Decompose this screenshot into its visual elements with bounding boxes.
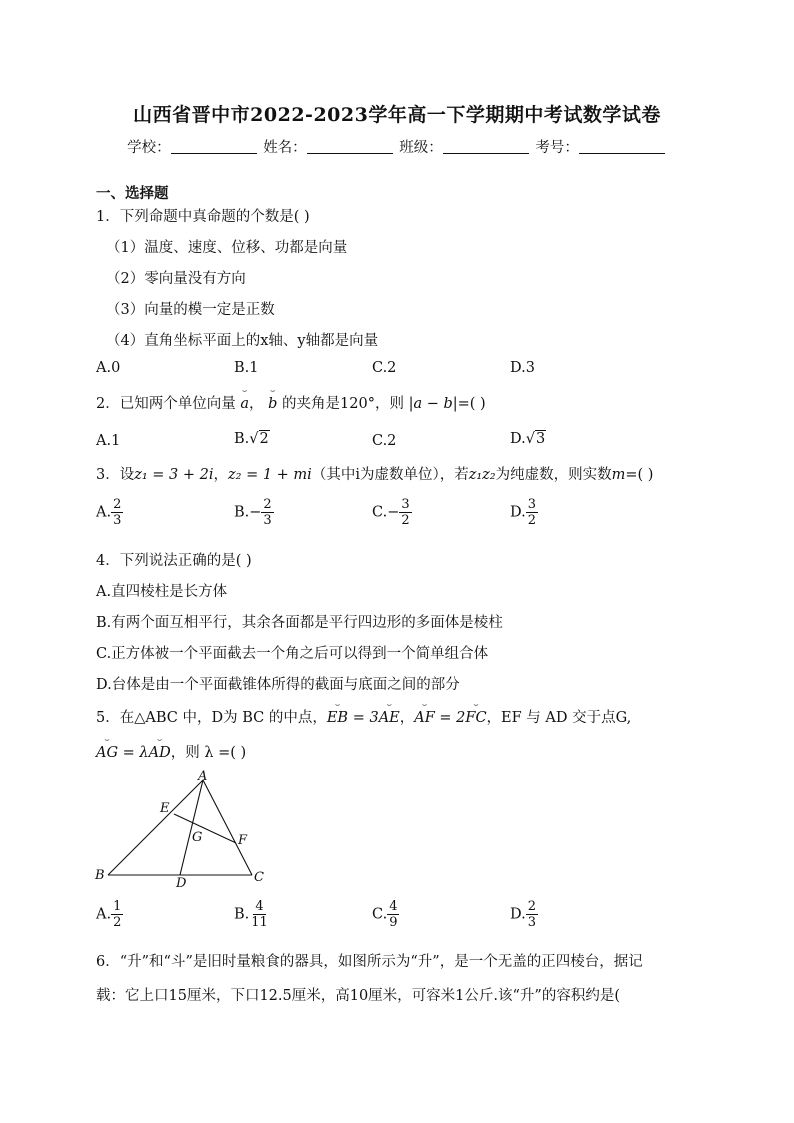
label-b: B — [95, 868, 105, 883]
exam-title: 山西省晋中市2022-2023学年高一下学期期中考试数学试卷 — [133, 104, 661, 126]
q5-stem-line1: 5．在△ABC 中，D为 BC 的中点，⌣ EB = 3⌣ AE，⌣ AF = 2⌣ FC，EF 与 AD 交于点G, — [96, 706, 631, 727]
label-a: A — [198, 769, 208, 784]
sqrt3-radicand: 3 — [535, 431, 546, 447]
q2-option-c[interactable]: C.2 — [372, 433, 397, 449]
norm-a-minus-b: |a − b| — [408, 396, 458, 412]
numerator: 3 — [401, 497, 410, 512]
label-g: G — [192, 830, 203, 845]
q3-stem-part-b: （其中i为虚数单位），若 — [311, 467, 469, 483]
denominator: 2 — [113, 915, 122, 930]
student-info-line — [0, 136, 794, 157]
sqrt-symbol: √2 — [249, 431, 269, 447]
denominator: 2 — [527, 513, 536, 528]
q4-option-d[interactable]: D.台体是由一个平面截锥体所得的截面与底面之间的部分 — [96, 677, 460, 693]
q5-stem-part-a: 5．在△ABC 中，D为 BC 的中点， — [96, 710, 327, 726]
segment-ad — [180, 780, 203, 875]
fraction — [526, 498, 538, 527]
q3-option-a-label: A. — [96, 504, 112, 521]
q5-option-d[interactable] — [510, 900, 538, 929]
z2-expression: z₂ = 1 + mi — [228, 467, 312, 483]
label-c: C — [254, 870, 264, 885]
q5-option-c[interactable] — [372, 900, 399, 929]
q2-stem-part-a: 2．已知两个单位向量 — [96, 396, 236, 412]
q5-option-b[interactable] — [234, 900, 270, 929]
q3-stem: 3．设z₁ = 3 + 2i，z₂ = 1 + mi（其中i为虚数单位），若z₁z₂为纯虚数，则实数m=( ) — [96, 467, 654, 483]
fraction — [526, 900, 538, 929]
side-ac — [203, 780, 252, 875]
q1-option-a[interactable]: A.0 — [96, 360, 121, 376]
q3-option-c-label: C. — [372, 504, 388, 521]
numerator: 2 — [527, 899, 536, 914]
sqrt-symbol: √3 — [525, 431, 546, 447]
numerator: 1 — [113, 899, 122, 914]
q3-option-a[interactable] — [96, 498, 123, 527]
denominator: 3 — [113, 513, 122, 528]
q2-option-a[interactable]: A.1 — [96, 433, 121, 449]
fraction — [399, 498, 411, 527]
label-e: E — [160, 801, 170, 816]
q3-option-b-label: B. — [234, 504, 250, 521]
side-ab — [108, 780, 203, 875]
denominator: 9 — [389, 915, 398, 930]
q1-option-c[interactable]: C.2 — [372, 360, 397, 376]
sqrt2-radicand: 2 — [259, 431, 269, 447]
class-label: 班级： — [399, 140, 443, 156]
q3-option-b[interactable]: B.− $\frac{2}{3}$ — [234, 497, 272, 528]
label-d: D — [176, 876, 187, 890]
vector-eq-eb-ae: ⌣ EB = 3⌣ AE — [327, 710, 400, 726]
numerator: 4 — [255, 899, 264, 914]
q1-item-1: （1）温度、速度、位移、功都是向量 — [106, 240, 348, 256]
school-label: 学校： — [127, 140, 171, 156]
q3-stem-part-d: =( ) — [625, 467, 654, 483]
q3-option-c[interactable]: C.− $\frac{3}{2}$ — [372, 497, 410, 528]
q4-option-c[interactable]: C.正方体被一个平面截去一个角之后可以得到一个简单组合体 — [96, 646, 489, 662]
q5-stem-part-c: ，则 λ =( ) — [170, 745, 247, 761]
q1-stem: 1．下列命题中真命题的个数是( ) — [96, 209, 310, 225]
q5-option-a[interactable] — [96, 900, 123, 929]
fraction — [111, 900, 123, 929]
z1-expression: z₁ = 3 + 2i — [134, 467, 214, 483]
q3-option-d[interactable] — [510, 498, 538, 527]
q2-stem-part-b: 的夹角是120°，则 — [282, 396, 404, 412]
denominator: 3 — [527, 915, 536, 930]
fraction — [111, 498, 123, 527]
numerator: 2 — [263, 497, 272, 512]
q5-stem-line2 — [96, 741, 246, 762]
numerator: 4 — [389, 899, 398, 914]
class-blank[interactable] — [443, 141, 529, 154]
denominator: 11 — [251, 915, 268, 930]
q6-stem-line2: 载：它上口15厘米，下口12.5厘米，高10厘米，可容米1公斤.该“升”的容积约是( — [96, 988, 621, 1004]
numerator: 2 — [113, 497, 122, 512]
q2-option-b-label: B. — [234, 431, 250, 447]
vector-eq-ag-ad: ⌣ AG = λ⌣ AD — [96, 745, 171, 761]
m-symbol: m — [611, 467, 626, 483]
number-label: 考号： — [535, 140, 579, 156]
q5-stem-part-b: EF 与 AD 交于点G, — [501, 710, 632, 726]
q1-item-2: （2）零向量没有方向 — [106, 271, 246, 287]
q3-stem-part-a: 3．设 — [96, 467, 135, 483]
denominator: 2 — [401, 513, 410, 528]
q2-stem-part-c: =( ) — [457, 396, 486, 412]
vector-b-symbol: ⌣ b — [268, 396, 277, 412]
number-blank[interactable] — [579, 141, 665, 154]
section-heading: 一、选择题 — [96, 185, 169, 202]
fraction — [261, 498, 273, 527]
q3-stem-part-c: 为纯虚数，则实数 — [495, 467, 612, 483]
q1-item-4: （4）直角坐标平面上的x轴、y轴都是向量 — [106, 333, 379, 349]
q1-option-d[interactable]: D.3 — [510, 360, 535, 376]
q5-option-d-label: D. — [510, 906, 526, 923]
q5-option-a-label: A. — [96, 906, 112, 923]
fraction — [249, 900, 270, 929]
name-blank[interactable] — [307, 141, 393, 154]
q2-option-d-label: D. — [510, 431, 526, 447]
label-f: F — [238, 833, 248, 848]
fraction — [387, 900, 399, 929]
z1z2-symbol: z₁z₂ — [468, 467, 496, 483]
name-label: 姓名： — [263, 140, 307, 156]
q2-option-b[interactable] — [234, 431, 270, 447]
q2-option-d[interactable] — [510, 431, 546, 447]
school-blank[interactable] — [171, 141, 257, 154]
segment-ef — [174, 814, 236, 843]
vector-a-symbol: ⌣ a — [240, 396, 249, 412]
triangle-figure — [90, 768, 280, 890]
q6-stem-line1: 6．“升”和“斗”是旧时量粮食的器具，如图所示为“升”，是一个无盖的正四棱台，据记 — [96, 954, 643, 970]
denominator: 3 — [263, 513, 272, 528]
q3-option-d-label: D. — [510, 504, 526, 521]
q5-option-b-label: B. — [234, 906, 250, 923]
q2-stem: 2．已知两个单位向量 ⌣ a， ⌣ b 的夹角是120°，则 |a − b|=( ) — [96, 392, 486, 413]
q4-option-b[interactable]: B.有两个面互相平行，其余各面都是平行四边形的多面体是棱柱 — [96, 615, 503, 631]
q1-option-b[interactable]: B.1 — [234, 360, 259, 376]
q4-stem: 4．下列说法正确的是( ) — [96, 553, 252, 569]
vector-eq-af-fc: ⌣ AF = 2⌣ FC — [414, 710, 486, 726]
numerator: 3 — [527, 497, 536, 512]
q1-item-3: （3）向量的模一定是正数 — [106, 302, 275, 318]
q4-option-a[interactable]: A.直四棱柱是长方体 — [96, 584, 228, 600]
q5-option-c-label: C. — [372, 906, 388, 923]
